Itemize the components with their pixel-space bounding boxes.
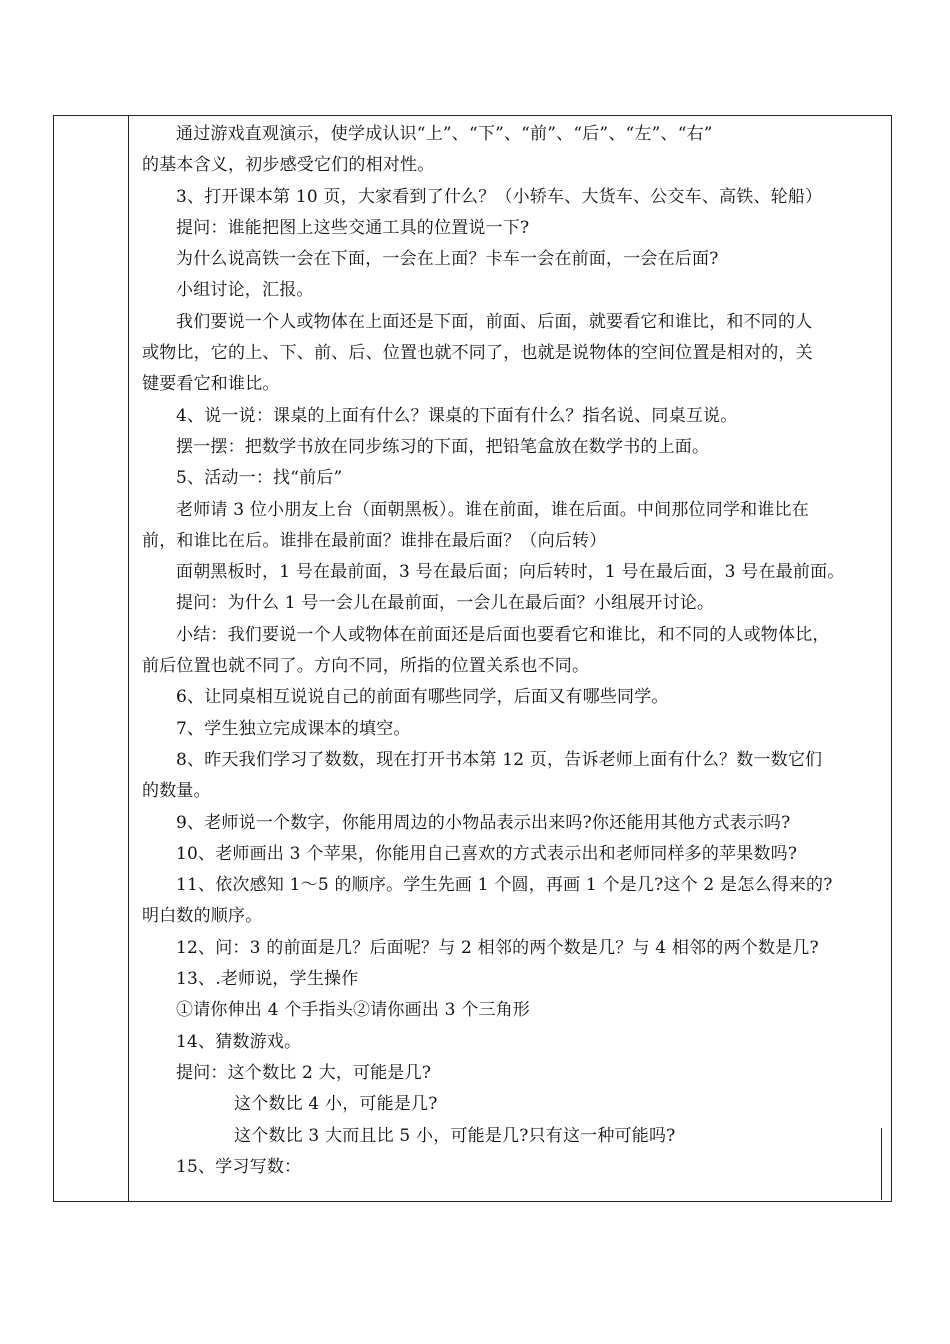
text-line: ①请你伸出 4 个手指头②请你画出 3 个三角形: [176, 1000, 531, 1021]
text-line: 小组讨论，汇报。: [176, 280, 314, 301]
text-line: 前后位置也就不同了。方向不同，所指的位置关系也不同。: [142, 656, 590, 677]
text-line: 提问：谁能把图上这些交通工具的位置说一下?: [176, 217, 530, 238]
text-line: 12、问：3 的前面是几？后面呢？与 2 相邻的两个数是几？与 4 相邻的两个数是几?: [176, 937, 819, 958]
text-line: 为什么说高铁一会在下面，一会在上面？卡车一会在前面，一会在后面?: [176, 249, 719, 270]
text-line: 15、学习写数：: [176, 1156, 302, 1177]
text-line: 8、昨天我们学习了数数，现在打开书本第 12 页，告诉老师上面有什么？数一数它们: [176, 749, 823, 770]
text-line: 我们要说一个人或物体在上面还是下面，前面、后面，就要看它和谁比，和不同的人: [176, 311, 813, 332]
text-line: 14、猜数游戏。: [176, 1031, 302, 1052]
text-line: 的基本含义，初步感受它们的相对性。: [142, 155, 435, 176]
lesson-table: [53, 115, 892, 1202]
text-line: 4、说一说：课桌的上面有什么？课桌的下面有什么？指名说、同桌互说。: [176, 405, 738, 426]
text-line: 这个数比 3 大而且比 5 小，可能是几?只有这一种可能吗?: [234, 1125, 676, 1146]
text-line: 小结：我们要说一个人或物体在前面还是后面也要看它和谁比，和不同的人或物体比，: [176, 624, 830, 645]
text-line: 9、老师说一个数字，你能用周边的小物品表示出来吗?你还能用其他方式表示吗?: [176, 812, 791, 833]
text-line: 面朝黑板时，1 号在最前面，3 号在最后面；向后转时，1 号在最后面，3 号在最前面。: [176, 562, 845, 583]
text-line: 11、依次感知 1～5 的顺序。学生先画 1 个圆，再画 1 个是几?这个 2 是怎么得来的?: [176, 875, 833, 896]
text-line: 6、让同桌相互说说自己的前面有哪些同学，后面又有哪些同学。: [176, 687, 669, 708]
text-line: 提问：为什么 1 号一会儿在最前面，一会儿在最后面？小组展开讨论。: [176, 593, 715, 614]
text-line: 或物比，它的上、下、前、后、位置也就不同了，也就是说物体的空间位置是相对的，关: [142, 343, 813, 364]
left-label-column: [54, 116, 129, 1201]
text-line: 的数量。: [142, 781, 211, 802]
text-line: 3、打开课本第 10 页，大家看到了什么？（小轿车、大货车、公交车、高铁、轮船）: [176, 186, 823, 207]
text-line: 5、活动一：找“前后”: [176, 468, 343, 489]
text-line: 10、老师画出 3 个苹果，你能用自己喜欢的方式表示出和老师同样多的苹果数吗?: [176, 843, 798, 864]
text-line: 老师请 3 位小朋友上台（面朝黑板）。谁在前面，谁在后面。中间那位同学和谁比在: [176, 499, 809, 520]
inner-border-line: [881, 1128, 882, 1200]
text-line: 明白数的顺序。: [142, 906, 263, 927]
text-line: 键要看它和谁比。: [142, 374, 280, 395]
text-line: 7、学生独立完成课本的填空。: [176, 718, 411, 739]
lesson-content-cell: [142, 119, 882, 1183]
text-line: 前，和谁比在后。谁排在最前面？谁排在最后面？（向后转）: [142, 530, 607, 551]
text-line: 通过游戏直观演示，使学成认识“上”、“下”、“前”、“后”、“左”、“右”: [176, 124, 713, 144]
text-line: 这个数比 4 小，可能是几?: [234, 1094, 438, 1115]
text-line: 13、.老师说，学生操作: [176, 969, 359, 990]
text-line: 摆一摆：把数学书放在同步练习的下面，把铅笔盒放在数学书的上面。: [176, 436, 710, 457]
text-line: 提问：这个数比 2 大，可能是几?: [176, 1062, 432, 1083]
